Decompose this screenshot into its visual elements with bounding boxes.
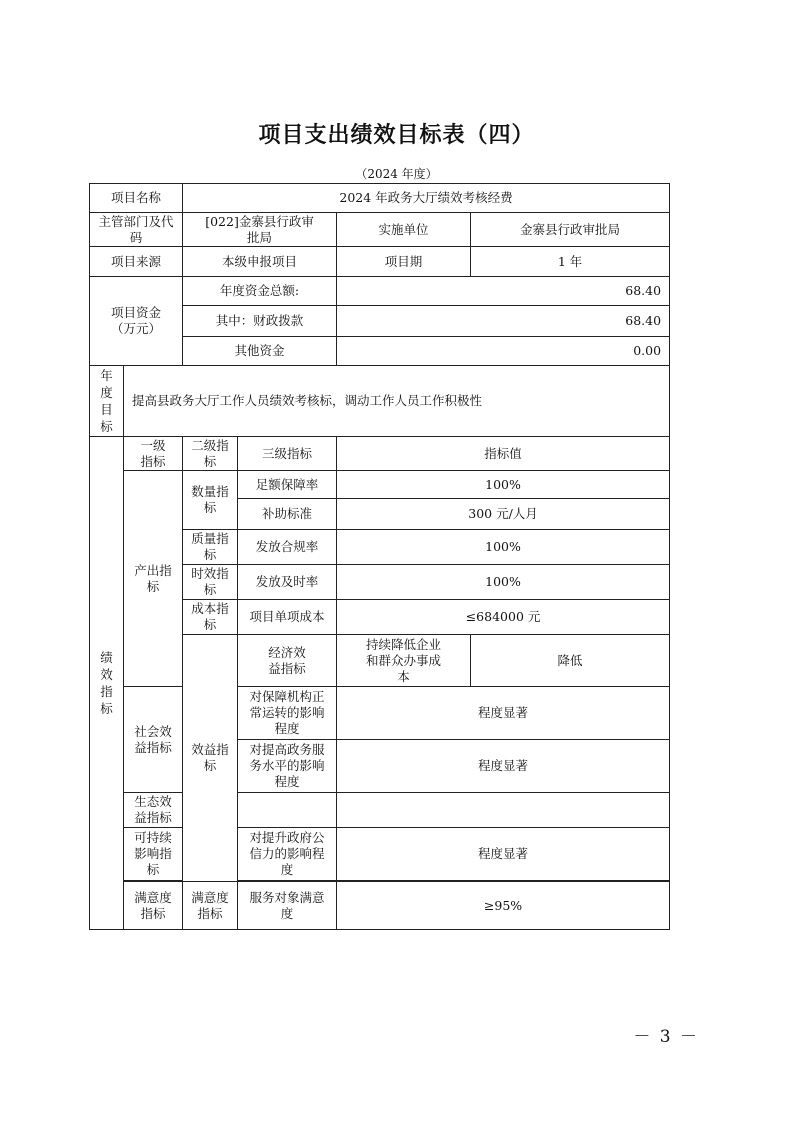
quantity-indicator: 数量指 标 [183,471,238,530]
indicator-value: 程度显著 [337,740,670,793]
label-fiscal: 其中：财政拨款 [183,306,337,337]
cost-indicator: 成本指 标 [183,600,238,635]
header-lvl2: 二级指 标 [183,437,238,471]
indicator-value: 100% [337,471,670,499]
indicator-name: 足额保障率 [238,471,337,499]
indicator-name: 对保障机构正 常运转的影响 程度 [238,687,337,740]
indicator-name: 对提升政府公 信力的影响程 度 [238,828,337,881]
sustain-indicator: 可持续 影响指 标 [124,828,183,881]
label-impl-unit: 实施单位 [337,213,471,247]
quality-indicator: 质量指 标 [183,530,238,565]
value-other: 0.00 [337,337,670,366]
value-source: 本级申报项目 [183,247,337,277]
indicator-value: ≤684000 元 [337,600,670,635]
value-dept: [022]金寨县行政审 批局 [183,213,337,247]
indicator-name: 发放合规率 [238,530,337,565]
label-project-name: 项目名称 [90,184,183,213]
value-total: 68.40 [337,277,670,306]
econ-indicator: 经济效 益指标 [238,635,337,687]
indicator-value-empty [337,793,670,828]
label-total: 年度资金总额: [183,277,337,306]
value-impl-unit: 金寨县行政审批局 [471,213,670,247]
satisfaction-sub-indicator: 满意度 指标 [183,882,238,930]
label-source: 项目来源 [90,247,183,277]
label-other: 其他资金 [183,337,337,366]
indicator-name: 发放及时率 [238,565,337,600]
output-indicator: 产出指 标 [124,471,183,687]
indicator-name: 服务对象满意 度 [238,882,337,930]
time-indicator: 时效指 标 [183,565,238,600]
label-funds: 项目资金 （万元） [90,277,183,366]
indicator-value: 100% [337,530,670,565]
indicator-value: 100% [337,565,670,600]
eco-indicator: 生态效 益指标 [124,793,183,828]
page-title: 项目支出绩效目标表（四） [258,123,535,148]
benefit-indicator: 效益指 标 [183,635,238,882]
table-year: （2024 年度） [355,167,438,181]
value-fiscal: 68.40 [337,306,670,337]
performance-table [89,183,670,930]
indicator-value: 程度显著 [337,828,670,881]
indicator-name: 项目单项成本 [238,600,337,635]
social-indicator: 社会效 益指标 [124,687,183,793]
value-goal: 提高县政务大厅工作人员绩效考核标，调动工作人员工作积极性 [124,366,670,437]
page-number: － 3 － [633,1027,699,1047]
header-lvl1: 一级 指标 [124,437,183,471]
indicator-name: 对提高政务服 务水平的影响 程度 [238,740,337,793]
label-period: 项目期 [337,247,471,277]
indicator-name: 补助标准 [238,499,337,530]
indicator-value: 300 元/人月 [337,499,670,530]
label-dept: 主管部门及代码 [90,213,183,247]
indicator-name: 持续降低企业 和群众办事成 本 [337,635,471,687]
value-period: 1 年 [471,247,670,277]
indicator-value: 程度显著 [337,687,670,740]
indicator-name-empty [238,793,337,828]
header-lvl3: 三级指标 [238,437,337,471]
indicator-value: ≥95% [337,882,670,930]
indicator-value: 降低 [471,635,670,687]
satisfaction-indicator: 满意度 指标 [124,882,183,930]
label-goal: 年 度 目 标 [90,366,124,437]
value-project-name: 2024 年政务大厅绩效考核经费 [183,184,670,213]
label-perf: 绩 效 指 标 [90,437,124,930]
header-value: 指标值 [337,437,670,471]
